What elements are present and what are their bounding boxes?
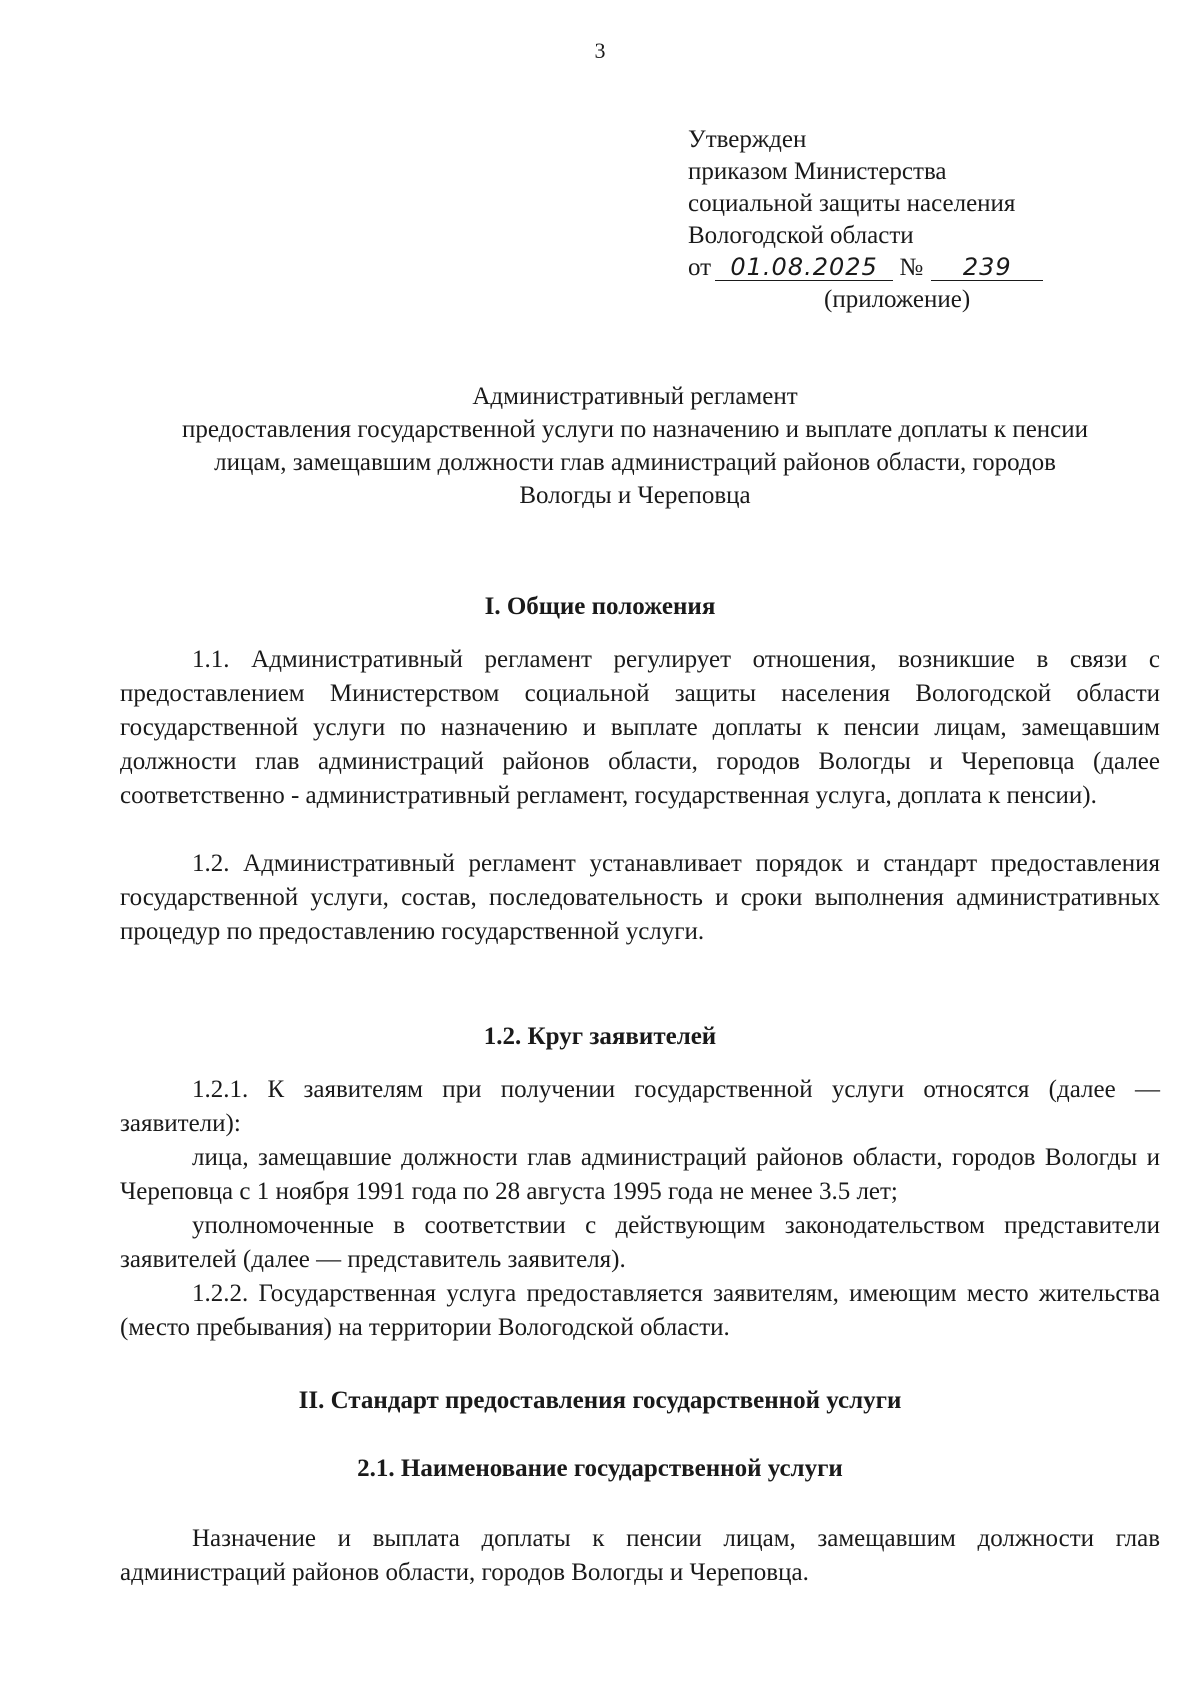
document-title-line-3: лицам, замещавшим должности глав администраций районов области, городов [214, 449, 1056, 476]
approval-appendix-label: (приложение) [824, 286, 971, 313]
approval-line-approved: Утвержден [688, 126, 807, 153]
paragraph-applicant-persons: лица, замещавшие должности глав администраций районов области, городов Вологды и Череповца с 1 ноября 1991 года по 28 августа 1995 года не менее 3.5 лет; [120, 1144, 1160, 1205]
paragraph-service-name: Назначение и выплата доплаты к пенсии лицам, замещавшим должности глав администраций районов области, городов Вологды и Череповца. [120, 1525, 1160, 1586]
approval-line-region: Вологодской области [688, 222, 914, 249]
approval-date-prefix: от [688, 254, 712, 281]
document-title-line-2: предоставления государственной услуги по назначению и выплате доплаты к пенсии [181, 416, 1089, 443]
paragraph-1-2: 1.2. Административный регламент устанавливает порядок и стандарт предоставления государственной услуги, состав, последовательность и сроки выполнения административных процедур по предоставлению государственной услуги. [120, 850, 1160, 945]
approval-line-order: приказом Министерства [688, 158, 947, 185]
document-title-line-4: Вологды и Череповца [519, 482, 751, 509]
approval-date-value: 01.08.2025 [715, 254, 893, 281]
paragraph-1-2-1: 1.2.1. К заявителям при получении государственной услуги относятся (далее — заявители): [120, 1076, 1160, 1137]
page-number: 3 [594, 38, 606, 63]
document-title-line-1: Административный регламент [472, 383, 798, 410]
paragraph-1-1: 1.1. Административный регламент регулирует отношения, возникшие в связи с предоставлением Министерством социальной защиты населения Вологодской области государственной услуги по назначению и выплате доплаты к пенсии лицам, замещавшим должности глав администраций районов области, городов Вологды и Череповца (далее соответственно - административный регламент, государственная услуга, доплата к пенсии). [120, 646, 1160, 809]
document-title [110, 380, 1160, 512]
section-heading-standard: II. Стандарт предоставления государственной услуги [298, 1387, 902, 1414]
approval-number-value: 239 [931, 254, 1043, 281]
approval-number-prefix: № [899, 254, 924, 281]
section-heading-general: I. Общие положения [484, 593, 716, 620]
paragraph-applicant-representatives: уполномоченные в соответствии с действующим законодательством представители заявителей (далее — представитель заявителя). [120, 1212, 1160, 1273]
paragraph-1-2-2: 1.2.2. Государственная услуга предоставляется заявителям, имеющим место жительства (место пребывания) на территории Вологодской области. [120, 1280, 1160, 1341]
approval-line-ministry: социальной защиты населения [688, 190, 1016, 217]
approval-stamp-block [688, 124, 1043, 316]
approval-date-line [688, 252, 1043, 284]
section-heading-service-name: 2.1. Наименование государственной услуги [357, 1455, 843, 1482]
section-heading-applicants: 1.2. Круг заявителей [483, 1023, 717, 1050]
